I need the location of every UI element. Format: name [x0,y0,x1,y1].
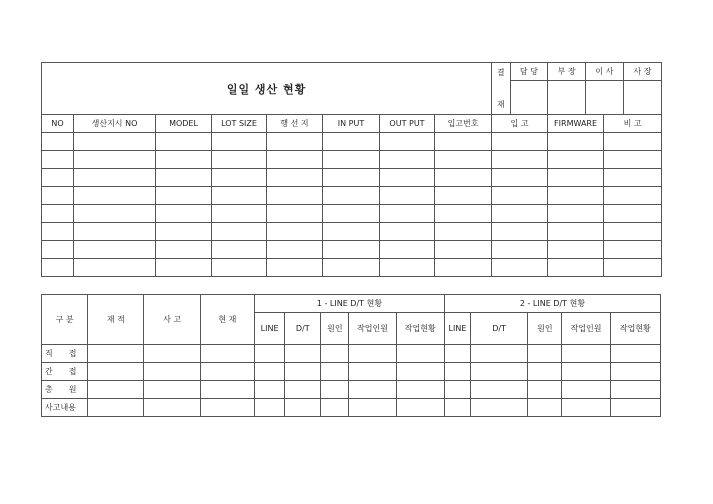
table-cell [267,133,323,151]
header-lot-size: LOT SIZE [212,115,267,133]
table-cell [604,205,662,223]
header-receipt-no: 입고번호 [435,115,492,133]
table-cell [267,151,323,169]
table-cell [610,363,660,381]
table-cell [212,259,267,277]
table-row [42,381,661,399]
table-cell [285,381,321,399]
table-cell [88,363,144,381]
table-cell [255,381,285,399]
table-cell [200,399,254,417]
table-cell [323,241,380,259]
header-enrolled: 재 적 [88,295,144,345]
table-cell [562,381,610,399]
table-cell [548,151,604,169]
table-cell [471,363,528,381]
table-cell [610,399,660,417]
table-cell [255,363,285,381]
table-cell [323,205,380,223]
table-cell [267,187,323,205]
table-cell [267,259,323,277]
table-cell [323,169,380,187]
table-cell [548,187,604,205]
approval-role-staff: 담 당 [510,63,548,80]
table-cell [528,345,562,363]
table-cell [435,259,492,277]
row-label: 사고내용 [42,399,88,417]
approval-box [492,63,662,115]
table-cell [42,205,74,223]
table-cell [380,205,435,223]
table-cell [548,205,604,223]
table-cell [42,169,74,187]
table-cell [380,187,435,205]
table-cell [267,169,323,187]
header-accident: 사 고 [144,295,200,345]
line1-sub-status: 작업현황 [396,313,444,345]
table-cell [604,187,662,205]
personnel-body [42,345,661,417]
table-cell [255,345,285,363]
table-cell [321,399,349,417]
line2-sub-status: 작업현황 [610,313,660,345]
table-cell [471,399,528,417]
header-output: OUT PUT [380,115,435,133]
table-cell [267,223,323,241]
line2-sub-line: LINE [444,313,470,345]
table-cell [349,345,396,363]
table-row [42,363,661,381]
table-cell [74,133,156,151]
table-cell [156,223,212,241]
table-cell [321,363,349,381]
table-row [42,399,661,417]
table-cell [212,187,267,205]
table-cell [74,223,156,241]
table-cell [42,187,74,205]
header-remarks: 비 고 [604,115,662,133]
table-cell [604,241,662,259]
table-cell [435,205,492,223]
table-cell [548,241,604,259]
table-cell [144,399,200,417]
table-cell [380,151,435,169]
header-no: NO [42,115,74,133]
table-cell [200,363,254,381]
page-title: 일일 생산 현황 [42,63,492,115]
row-label: 간 접 [42,363,88,381]
table-cell [156,133,212,151]
table-cell [471,381,528,399]
table-cell [548,223,604,241]
approval-role-director: 이 사 [586,63,624,80]
table-cell [42,259,74,277]
table-cell [156,205,212,223]
table-cell [528,381,562,399]
table-cell [156,259,212,277]
table-cell [349,399,396,417]
table-cell [380,223,435,241]
table-cell [212,151,267,169]
table-cell [528,363,562,381]
table-cell [321,381,349,399]
table-cell [323,133,380,151]
table-cell [604,169,662,187]
table-cell [200,381,254,399]
table-cell [212,205,267,223]
table-row [42,345,661,363]
table-cell [604,133,662,151]
table-cell [285,399,321,417]
table-cell [156,169,212,187]
table-cell [212,223,267,241]
table-cell [610,381,660,399]
approval-role-president: 사 장 [623,63,661,80]
table-cell [200,345,254,363]
table-cell [88,381,144,399]
table-cell [548,259,604,277]
table-cell [492,169,548,187]
table-cell [610,345,660,363]
approval-sign-cell [586,80,624,114]
table-cell [548,133,604,151]
table-cell [435,223,492,241]
table-cell [604,223,662,241]
table-cell [255,399,285,417]
production-body [42,133,662,277]
table-row [42,205,662,223]
table-row [42,223,662,241]
table-cell [492,223,548,241]
line1-sub-cause: 원인 [321,313,349,345]
table-cell [435,241,492,259]
table-row [42,259,662,277]
line2-sub-dt: D/T [471,313,528,345]
table-cell [396,381,444,399]
header-firmware: FIRMWARE [548,115,604,133]
table-cell [435,187,492,205]
production-header-row [42,115,662,133]
table-cell [349,363,396,381]
table-cell [285,363,321,381]
table-cell [267,241,323,259]
table-cell [267,205,323,223]
table-cell [435,169,492,187]
header-order-no: 생산지시 NO [74,115,156,133]
header-current: 현 재 [200,295,254,345]
table-cell [74,169,156,187]
table-cell [74,205,156,223]
table-cell [492,205,548,223]
table-cell [492,133,548,151]
line2-sub-workers: 작업인원 [562,313,610,345]
table-cell [435,133,492,151]
table-cell [42,151,74,169]
table-cell [380,259,435,277]
table-cell [604,151,662,169]
approval-sign-cell [510,80,548,114]
table-cell [323,151,380,169]
row-label: 직 접 [42,345,88,363]
table-cell [492,241,548,259]
header-destination: 행 선 지 [267,115,323,133]
table-cell [444,381,470,399]
table-cell [212,133,267,151]
personnel-status-table [41,294,661,417]
table-cell [144,363,200,381]
table-cell [144,345,200,363]
row-label: 총 원 [42,381,88,399]
table-cell [88,399,144,417]
table-cell [396,399,444,417]
table-cell [285,345,321,363]
table-row [42,151,662,169]
table-cell [349,381,396,399]
line1-sub-line: LINE [255,313,285,345]
table-cell [42,223,74,241]
table-cell [444,345,470,363]
table-cell [88,345,144,363]
table-cell [396,345,444,363]
table-cell [156,241,212,259]
table-cell [380,133,435,151]
table-cell [562,345,610,363]
header-model: MODEL [156,115,212,133]
table-cell [528,399,562,417]
table-cell [42,241,74,259]
table-cell [74,187,156,205]
production-status-table [41,62,662,277]
table-cell [156,151,212,169]
table-cell [444,399,470,417]
table-cell [156,187,212,205]
table-cell [492,187,548,205]
table-cell [380,169,435,187]
table-cell [444,363,470,381]
table-cell [212,241,267,259]
table-cell [42,133,74,151]
line1-sub-workers: 작업인원 [349,313,396,345]
header-input: IN PUT [323,115,380,133]
table-cell [562,363,610,381]
table-cell [323,259,380,277]
table-cell [380,241,435,259]
table-cell [74,241,156,259]
table-cell [562,399,610,417]
table-row [42,187,662,205]
approval-sign-cell [548,80,586,114]
line1-title: 1 - LINE D/T 현황 [255,295,445,313]
table-row [42,133,662,151]
table-cell [144,381,200,399]
approval-role-manager: 부 장 [548,63,586,80]
approval-side-label: 결 재 [492,63,510,114]
header-category: 구 분 [42,295,88,345]
table-cell [548,169,604,187]
table-row [42,169,662,187]
table-cell [323,223,380,241]
table-cell [604,259,662,277]
table-cell [471,345,528,363]
approval-sign-cell [623,80,661,114]
table-cell [323,187,380,205]
line1-sub-dt: D/T [285,313,321,345]
table-row [42,241,662,259]
table-cell [321,345,349,363]
table-cell [492,259,548,277]
table-cell [212,169,267,187]
table-cell [492,151,548,169]
line2-sub-cause: 원인 [528,313,562,345]
table-cell [396,363,444,381]
table-cell [74,151,156,169]
table-cell [74,259,156,277]
line2-title: 2 - LINE D/T 현황 [444,295,660,313]
table-cell [435,151,492,169]
header-receipt: 입 고 [492,115,548,133]
